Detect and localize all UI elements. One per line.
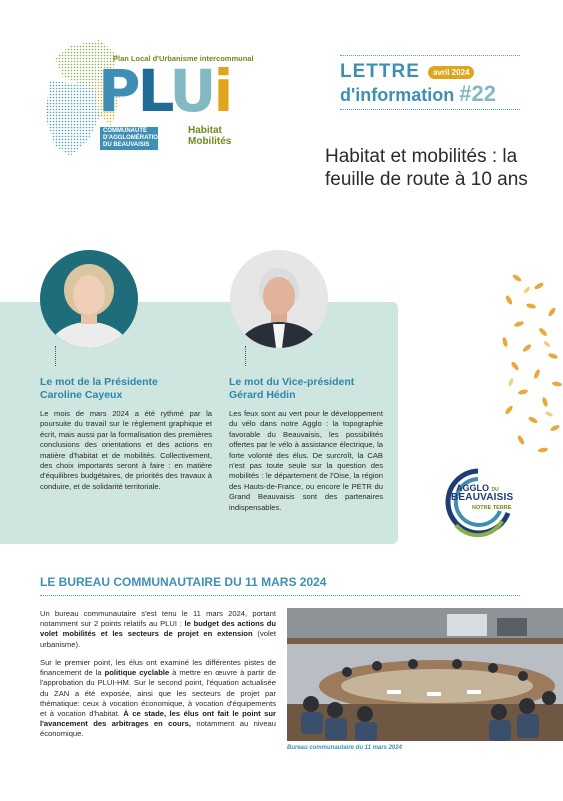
president-text: Le mois de mars 2024 a été rythmé par la poursuite du travail sur le règlement graphique et écrit, mais aussi par la formalisation des premières conclusions des orientations et des actions en matière d'habitat et de mobilités. Collectivement, des choix importants seront à faire : en matière d'équilibres budgétaires, de priorités des travaux à conduire, et de solidarité territoriale. <box>40 409 212 491</box>
newsletter-header <box>340 55 520 110</box>
bureau-paragraph-2: Sur le premier point, les élus ont examiné les différentes pistes de financement de la politique cyclable à mettre en œuvre à partir de l'approbation du PLUI-HM. Sur le second point, l'équation actualisée du ZAN a été exposée, ainsi que les secteurs de projet par thématique: ceux à vocation économique, à vocation d'équipements et à vocation d'habitat. À ce stade, les élus ont fait le point sur l'avancement des arbitrages en cours, notamment au niveau économique. <box>40 658 276 739</box>
newsletter-subtitle: d'information #22 <box>340 81 497 106</box>
plui-logo <box>40 36 255 171</box>
vice-president-title: Le mot du Vice-président Gérard Hédin <box>229 376 355 401</box>
meeting-photo <box>287 608 563 741</box>
issue-number: #22 <box>459 81 497 106</box>
header-divider-top <box>340 55 520 56</box>
president-title: Le mot de la Présidente Caroline Cayeux <box>40 376 158 401</box>
divider-dots <box>245 346 246 366</box>
vice-president-text: Les feux sont au vert pour le développement du vélo dans notre Agglo : la topographie favorable du Beauvaisis, les possibilités offertes par le vélo à assistance électrique, la forte volonté des élus. De surcroît, la CAB n'est pas toute seule sur la question des mobilités : le département de l'Oise, la région des Hauts-de-France, ou encore le PETR du Grand Beauvaisis sont des partenaires indispensables. <box>229 409 383 512</box>
logo-subtitle: Plan Local d'Urbanisme intercommunal <box>113 54 254 63</box>
divider-dots <box>55 346 56 366</box>
president-portrait <box>40 250 138 348</box>
agglo-beauvaisis-logo: AGGLO DU BEAUVAISIS NOTRE TERRE <box>428 467 528 537</box>
bureau-paragraph-1: Un bureau communautaire s'est tenu le 11 mars 2024, portant notamment sur 2 points relatifs au PLUI : le budget des actions du volet mobilités et les secteurs de projet en extension (volet urbanisme). <box>40 609 277 649</box>
newsletter-title: LETTRE <box>340 61 420 82</box>
confetti-decoration <box>497 268 563 458</box>
photo-caption: Bureau communautaire du 11 mars 2024 <box>287 745 402 751</box>
logo-cab-label: COMMUNAUTÉ D'AGGLOMÉRATION DU BEAUVAISIS <box>100 127 158 150</box>
date-badge: avril 2024 <box>428 66 474 79</box>
logo-themes: Habitat Mobilités <box>188 125 232 147</box>
header-divider-bottom <box>340 109 520 110</box>
page-headline: Habitat et mobilités : la feuille de route à 10 ans <box>325 146 528 190</box>
logo-wordmark: PLUi <box>98 57 231 125</box>
vice-president-portrait <box>230 250 328 348</box>
section-divider <box>40 595 520 596</box>
section-title: LE BUREAU COMMUNAUTAIRE DU 11 MARS 2024 <box>40 575 327 589</box>
